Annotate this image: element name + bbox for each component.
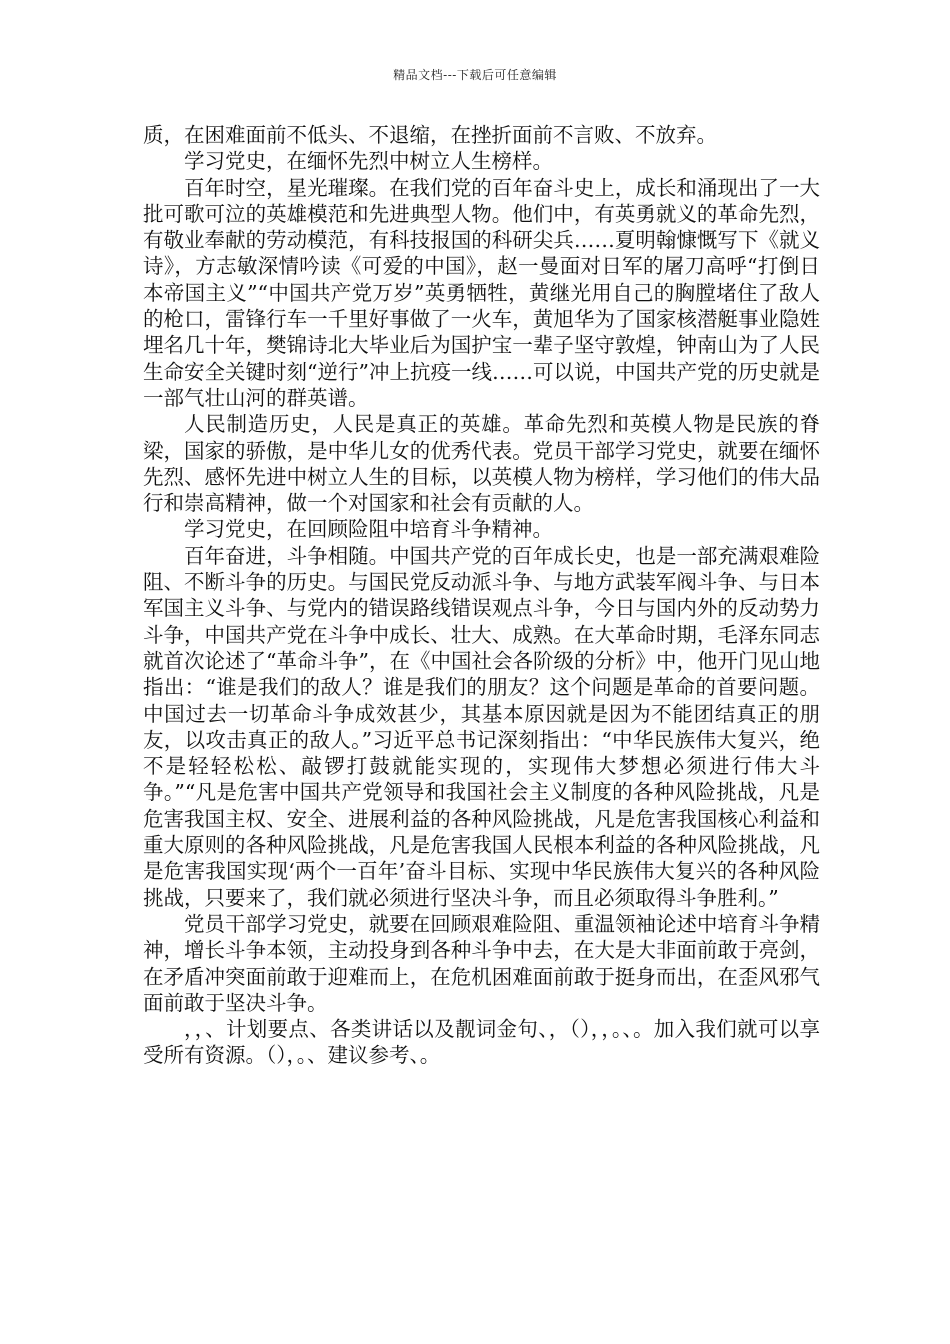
section-heading-role-models: 学习党史，在缅怀先烈中树立人生榜样。 bbox=[184, 149, 553, 174]
paragraph-people-heroes: 人民制造历史，人民是真正的英雄。革命先烈和英模人物是民族的脊梁，国家的骄傲，是中华儿女的优秀代表。党员干部学习党史，就要在缅怀先烈、感怀先进中树立人生的目标，以英模人物为榜样，学习他们的伟大品行和崇高精神，做一个对国家和社会有贡献的人。 bbox=[143, 412, 820, 516]
paragraph-struggle-history: 百年奋进，斗争相随。中国共产党的百年成长史，也是一部充满艰难险阻、不断斗争的历史。与国民党反动派斗争、与地方武装军阀斗争、与日本军国主义斗争、与党内的错误路线错误观点斗争，今日与国内外的反动势力斗争，中国共产党在斗争中成长、壮大、成熟。在大革命时期，毛泽东同志就首次论述了“革命斗争”，在《中国社会各阶级的分析》中，他开门见山地指出：“谁是我们的敌人？谁是我们的朋友？这个问题是革命的首要问题。中国过去一切革命斗争成效甚少，其基本原因就是因为不能团结真正的朋友，以攻击真正的敌人。”习近平总书记深刻指出：“中华民族伟大复兴，绝不是轻轻松松、敲锣打鼓就能实现的，实现伟大梦想必须进行伟大斗争。”“凡是危害中国共产党领导和我国社会主义制度的各种风险挑战，凡是危害我国主权、安全、进展利益的各种风险挑战，凡是危害我国核心利益和重大原则的各种风险挑战，凡是危害我国人民根本利益的各种风险挑战，凡是危害我国实现‘两个一百年’奋斗目标、实现中华民族伟大复兴的各种风险挑战，只要来了，我们就必须进行坚决斗争，而且必须取得斗争胜利。” bbox=[143, 543, 820, 910]
paragraph-heroes: 百年时空，星光璀璨。在我们党的百年奋斗史上，成长和涌现出了一大批可歌可泣的英雄模范和先进典型人物。他们中，有英勇就义的革命先烈，有敬业奉献的劳动模范，有科技报国的科研尖兵……夏明翰慷慨写下《就义诗》，方志敏深情吟读《可爱的中国》，赵一曼面对日军的屠刀高呼“打倒日本帝国主义”“中国共产党万岁”英勇牺牲，黄继光用自己的胸膛堵住了敌人的枪口，雷锋行车一千里好事做了一火车，黄旭华为了国家核潜艇事业隐姓埋名几十年，樊锦诗北大毕业后为国护宝一辈子坚守敦煌，钟南山为了人民生命安全关键时刻“逆行”冲上抗疫一线……可以说，中国共产党的历史就是一部气壮山河的群英谱。 bbox=[143, 175, 820, 410]
paragraph-footer-note: ，，、计划要点、各类讲话以及靓词金句、，（），，。、。加入我们就可以享受所有资源。（），。、建议参考、。 bbox=[143, 1017, 820, 1068]
paragraph-continuation: 质，在困难面前不低头、不退缩，在挫折面前不言败、不放弃。 bbox=[143, 123, 717, 147]
page-header: 精品文档---下载后可任意编辑 bbox=[393, 68, 557, 82]
document-body bbox=[143, 122, 820, 1069]
section-heading-struggle: 学习党史，在回顾险阻中培育斗争精神。 bbox=[184, 517, 553, 542]
paragraph-struggle-spirit: 党员干部学习党史，就要在回顾艰难险阻、重温领袖论述中培育斗争精神，增长斗争本领，主动投身到各种斗争中去，在大是大非面前敢于亮剑，在矛盾冲突面前敢于迎难而上，在危机困难面前敢于挺身而出，在歪风邪气面前敢于坚决斗争。 bbox=[143, 911, 820, 1015]
